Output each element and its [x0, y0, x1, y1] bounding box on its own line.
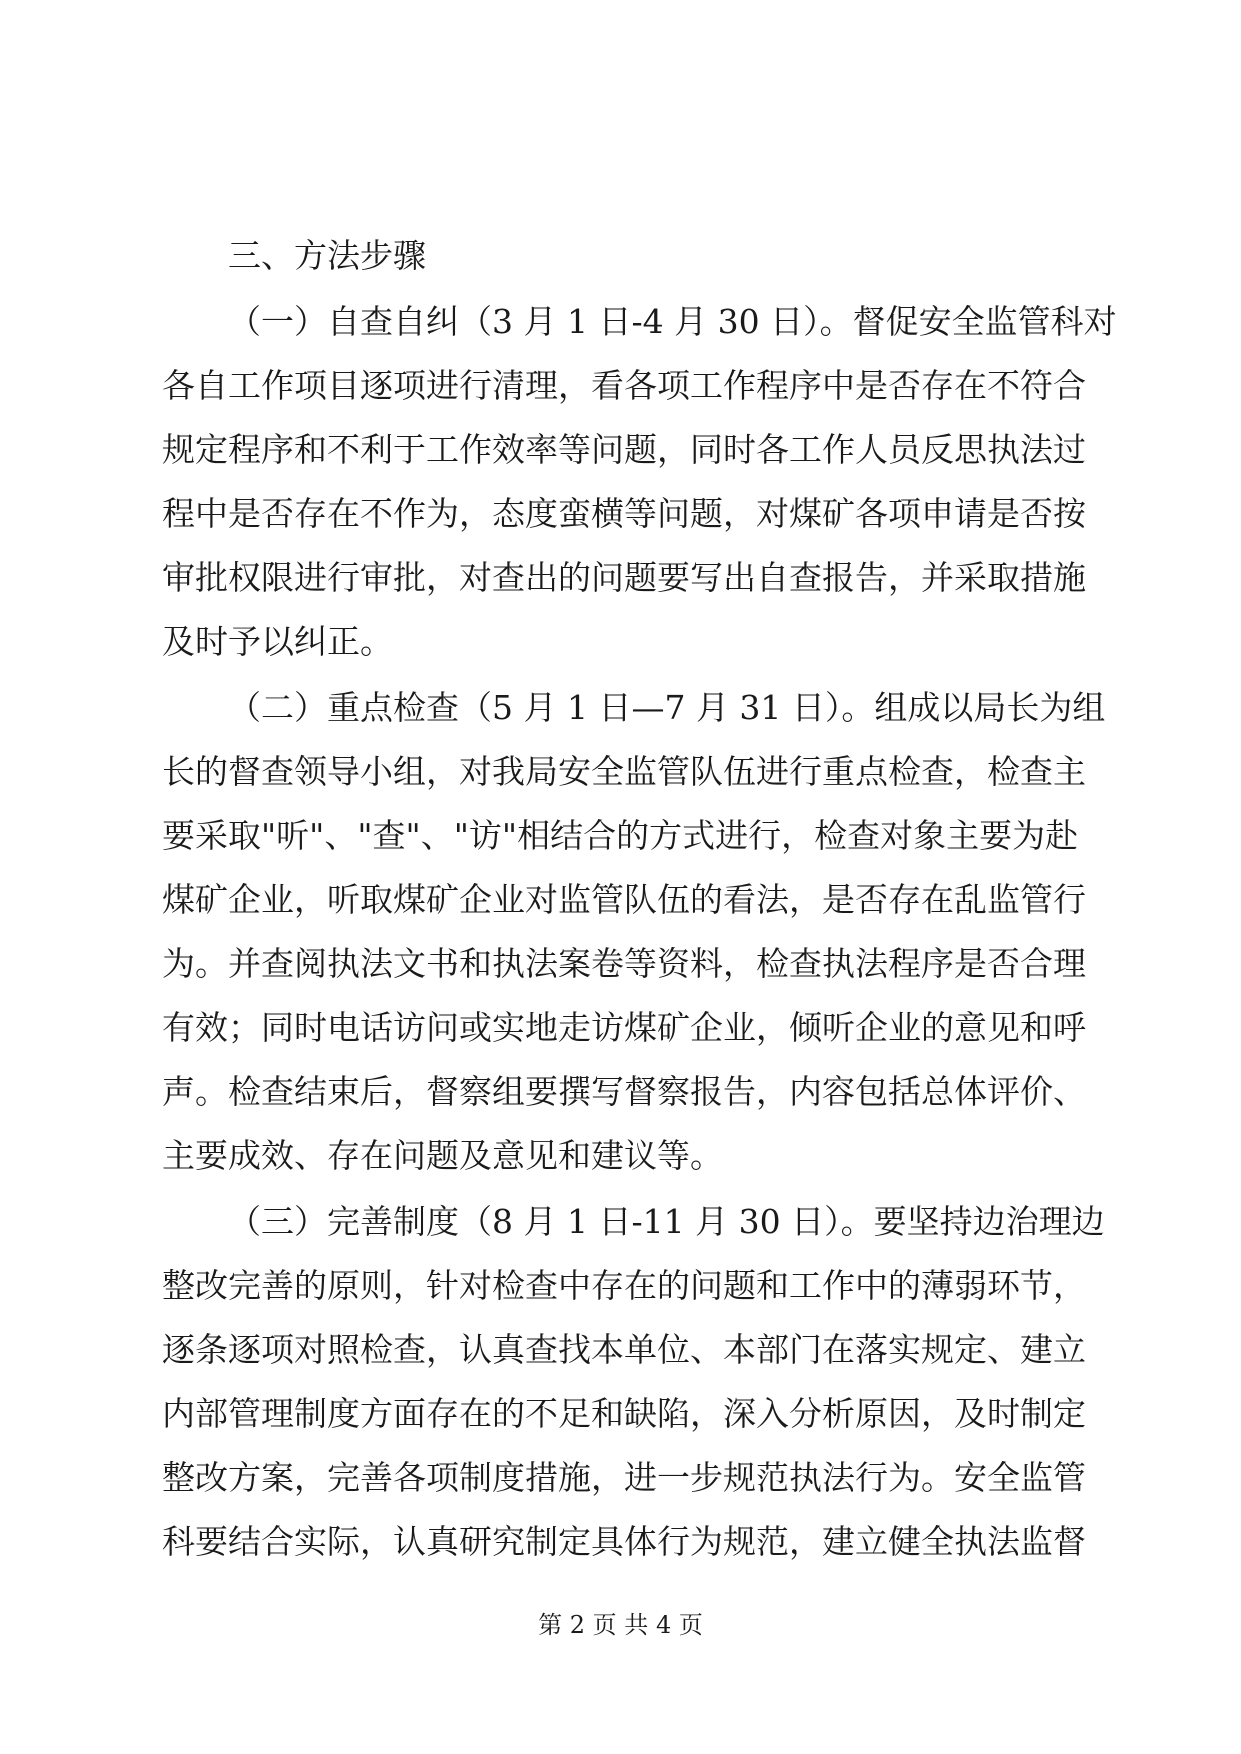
paragraph-line: 整改完善的原则，针对检查中存在的问题和工作中的薄弱环节， [162, 1266, 1086, 1305]
paragraph-line: 各自工作项目逐项进行清理，看各项工作程序中是否存在不符合 [162, 366, 1086, 405]
paragraph-line: 审批权限进行审批，对查出的问题要写出自查报告，并采取措施 [162, 558, 1086, 597]
paragraph-line: 为。并查阅执法文书和执法案卷等资料，检查执法程序是否合理 [162, 944, 1086, 983]
paragraph-line: 有效；同时电话访问或实地走访煤矿企业，倾听企业的意见和呼 [162, 1008, 1086, 1047]
paragraph-line: 长的督查领导小组，对我局安全监管队伍进行重点检查，检查主 [162, 752, 1086, 791]
paragraph-line: 及时予以纠正。 [162, 622, 393, 661]
paragraph-line: 程中是否存在不作为，态度蛮横等问题，对煤矿各项申请是否按 [162, 494, 1086, 533]
paragraph-line: （二）重点检查（5 月 1 日—7 月 31 日）。组成以局长为组 [228, 688, 1106, 727]
paragraph-line: 规定程序和不利于工作效率等问题，同时各工作人员反思执法过 [162, 430, 1086, 469]
paragraph-line: （一）自查自纠（3 月 1 日-4 月 30 日）。督促安全监管科对 [228, 302, 1117, 341]
paragraph-line: 要采取"听"、"查"、"访"相结合的方式进行，检查对象主要为赴 [162, 816, 1079, 855]
paragraph-line: （三）完善制度（8 月 1 日-11 月 30 日）。要坚持边治理边 [228, 1202, 1105, 1241]
paragraph-line: 科要结合实际，认真研究制定具体行为规范，建立健全执法监督 [162, 1522, 1086, 1561]
paragraph-line: 整改方案，完善各项制度措施，进一步规范执法行为。安全监管 [162, 1458, 1086, 1497]
paragraph-line: 逐条逐项对照检查，认真查找本单位、本部门在落实规定、建立 [162, 1330, 1086, 1369]
paragraph-line: 主要成效、存在问题及意见和建议等。 [162, 1136, 723, 1175]
paragraph-line: 内部管理制度方面存在的不足和缺陷，深入分析原因，及时制定 [162, 1394, 1086, 1433]
page-number-footer: 第 2 页 共 4 页 [538, 1611, 703, 1639]
section-heading: 三、方法步骤 [228, 236, 426, 275]
paragraph-line: 煤矿企业，听取煤矿企业对监管队伍的看法，是否存在乱监管行 [162, 880, 1086, 919]
paragraph-line: 声。检查结束后，督察组要撰写督察报告，内容包括总体评价、 [162, 1072, 1086, 1111]
